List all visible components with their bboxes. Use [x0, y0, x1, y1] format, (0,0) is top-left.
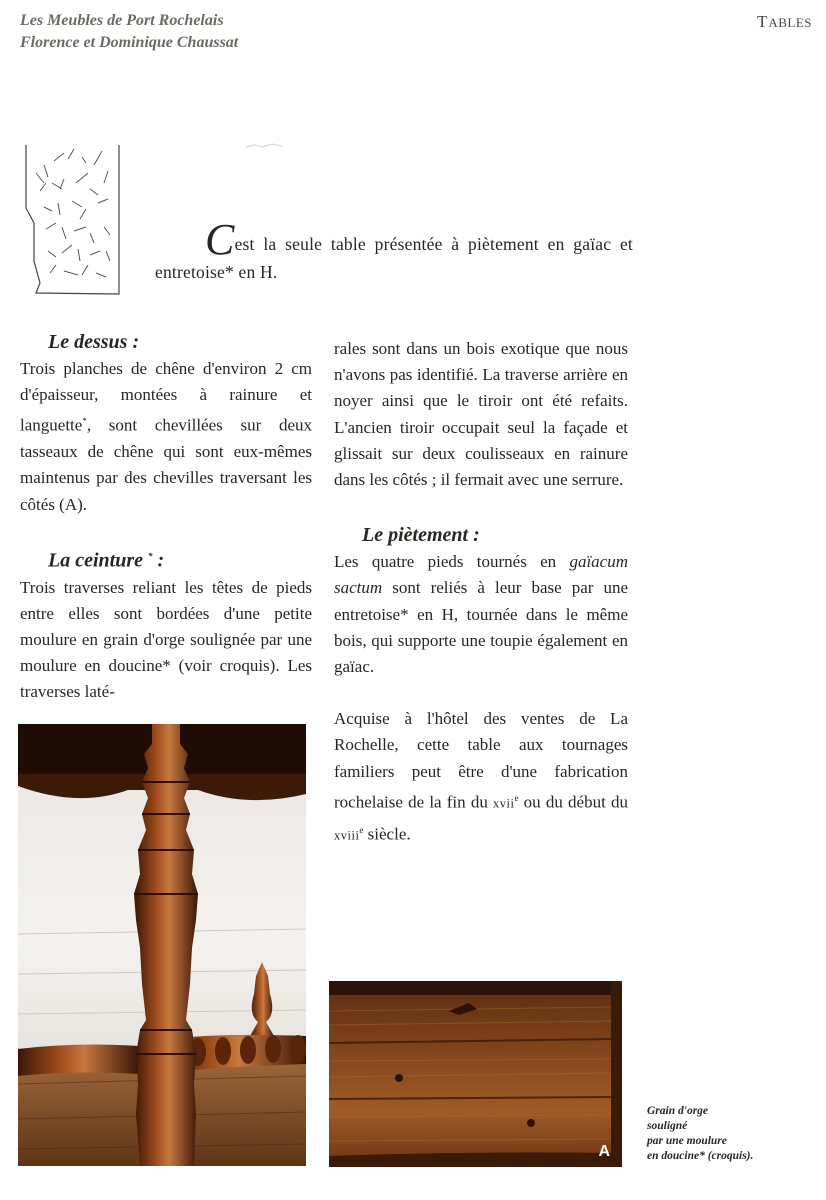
paragraph-le-dessus: Trois planches de chêne d'environ 2 cm d'épaisseur, montées à rainure et languette*, sont chevillées sur deux tasseaux de chêne qui sont eux-mêmes maintenus par des chevilles traversant les côtés (A). [20, 359, 312, 514]
right-column [334, 336, 628, 849]
book-title: Les Meubles de Port Rochelais [20, 12, 224, 29]
authors: Florence et Dominique Chaussat [20, 34, 239, 51]
heading-le-dessus: Le dessus : [48, 331, 140, 353]
section-initial: T [756, 12, 769, 31]
turned-leg-illustration [18, 724, 306, 1166]
paragraph-ceinture-continued: rales sont dans un bois exotique que nous n'avons pas identifié. La traverse arrière en noyer ainsi que le tiroir ont été refaits. L'ancien tiroir occupait seul la façade et glissait sur deux coulisseaux en rainure dans les côtés ; il fermait avec une serrure. [334, 339, 628, 490]
croquis-sketch [24, 143, 120, 296]
paragraph-la-ceinture: Trois traverses reliant les têtes de pieds entre elles sont bordées d'une petite moulure en grain d'orge soulignée par une moulure en doucine* (voir croquis). Les traverses laté- [20, 577, 312, 702]
running-header [20, 10, 238, 54]
photo-detail-a [329, 981, 622, 1167]
drop-cap: C [205, 215, 235, 264]
section-rest: ABLES [768, 15, 812, 30]
wood-detail-illustration [329, 981, 622, 1167]
photo-caption: Grain d'orge souligné par une moulure en doucine* (croquis). [647, 1105, 754, 1162]
section-title [757, 12, 812, 32]
paragraph-le-pietement: Les quatre pieds tournés en gaïacum sactum sont reliés à leur base par une entretoise* en H, tournée dans le même bois, qui supporte une toupie également en gaïac. [334, 552, 628, 677]
intro-paragraph [155, 215, 633, 286]
heading-le-pietement: Le piètement : [362, 524, 480, 547]
photo-label-a: A [598, 1143, 610, 1160]
heading-la-ceinture: La ceinture * : [48, 549, 165, 572]
intro-text: est la seule table présentée à piètement en gaïac et entretoise* en H. [155, 234, 633, 282]
scan-speck [244, 138, 284, 152]
photo-turned-leg [18, 724, 306, 1166]
left-column [20, 328, 312, 706]
paragraph-acquisition: Acquise à l'hôtel des ventes de La Rochelle, cette table aux tournages familiers peut être d'une fabrication rochelaise de la fin du xvii$^e$ ou du début du xviii$^e$ siècle. [334, 709, 628, 844]
